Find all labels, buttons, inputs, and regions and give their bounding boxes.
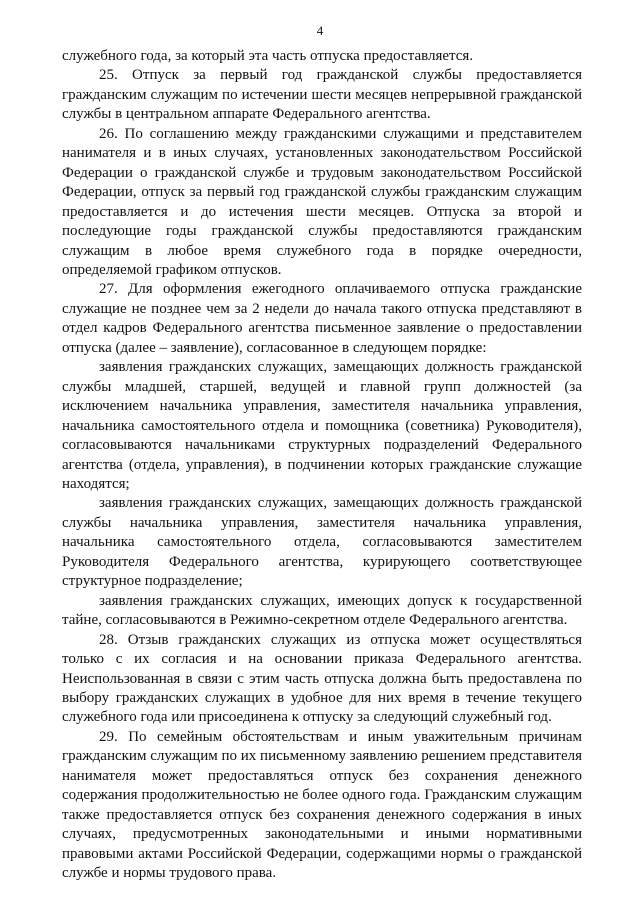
paragraph-continuation: служебного года, за который эта часть отпуска предоставляется.: [62, 48, 474, 64]
paragraph-25: 25. Отпуск за первый год гражданской службы предоставляется гражданским служащим по истечении шести месяцев непрерывной гражданской службы в центральном аппарате Федерального агентства.: [62, 67, 582, 123]
paragraph-27-item-junior-groups: заявления гражданских служащих, замещающих должность гражданской службы младшей, старшей, ведущей и главной групп должностей (за исключением начальника управления, заместителя начальника управления, начальника самостоятельного отдела и помощника (советника) Руководителя), согласовываются начальниками структурных подразделений Федерального агентства (отдела, управления), в подчинении которых гражданские служащие находятся;: [62, 359, 582, 492]
paragraph-26: 26. По соглашению между гражданскими служащими и представителем нанимателя и в иных случаях, установленных законодательством Российской Федерации о гражданской службе и трудовым законодательством Российской Федерации, отпуск за первый год гражданской службы гражданским служащим предоставляется и до истечения шести месяцев. Отпуска за второй и последующие годы гражданской службы предоставляются гражданским служащим в любое время служебного года в порядке очередности, определяемой графиком отпусков.: [62, 125, 582, 278]
paragraph-27-item-secret-access: заявления гражданских служащих, имеющих допуск к государственной тайне, согласовываются в Режимно-секретном отделе Федерального агентства.: [62, 592, 582, 629]
paragraph-28: 28. Отзыв гражданских служащих из отпуска может осуществляться только с их согласия и на основании приказа Федерального агентства. Неиспользованная в связи с этим часть отпуска должна быть предоставлена по выбору гражданских служащих в удобное для них время в течение текущего служебного года или присоединена к отпуску за следующий служебный год.: [62, 631, 582, 726]
paragraph-27: 27. Для оформления ежегодного оплачиваемого отпуска гражданские служащие не позднее чем за 2 недели до начала такого отпуска представляют в отдел кадров Федерального агентства письменное заявление о предоставлении отпуска (далее – заявление), согласованное в следующем порядке:: [62, 281, 582, 356]
paragraph-29: 29. По семейным обстоятельствам и иным уважительным причинам гражданским служащим по их письменному заявлению решением представителя нанимателя может предоставляться отпуск без сохранения денежного содержания продолжительностью не более одного года. Гражданским служащим также предоставляется отпуск без сохранения денежного содержания в иных случаях, предусмотренных законодательными и иными нормативными правовыми актами Российской Федерации, содержащими нормы о гражданской службе и нормы трудового права.: [62, 728, 582, 882]
paragraph-27-item-heads: заявления гражданских служащих, замещающих должность гражданской службы начальника управления, заместителя начальника управления, начальника самостоятельного отдела, согласовываются заместителем Руководителя Федерального агентства, курирующего соответствующее структурное подразделение;: [62, 495, 582, 590]
page-number: 4: [316, 23, 324, 38]
document-body: [62, 47, 582, 883]
